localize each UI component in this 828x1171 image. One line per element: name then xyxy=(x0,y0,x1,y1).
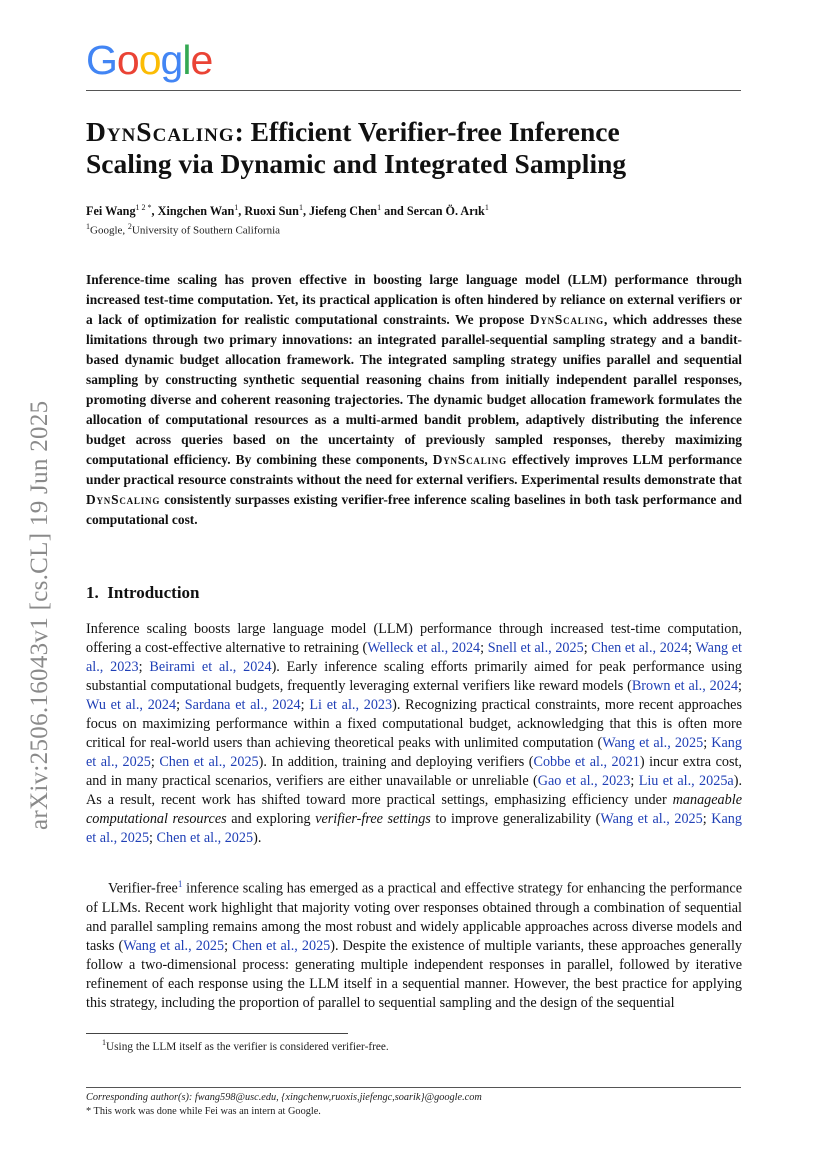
logo-letter-o2: o xyxy=(138,37,161,83)
citation-link[interactable]: Kang et al., 2025 xyxy=(86,735,742,770)
body-text: Verifier-free xyxy=(108,880,178,897)
method-name: DynScaling xyxy=(529,312,604,327)
affil-sup: 2 xyxy=(127,222,132,231)
separator: ; xyxy=(738,678,742,694)
affil-text: Google, xyxy=(90,224,128,237)
title-method-name: DynScaling xyxy=(86,116,235,147)
body-text: Inference scaling boosts large language model (LLM) performance through increased test-time computation, offering a cost-effective alternative to retraining ( xyxy=(86,621,742,656)
body-text: ). As a result, recent work has shifted toward more practical settings, emphasizing efficiency under xyxy=(86,773,742,808)
separator: ; xyxy=(630,773,639,789)
separator: ; xyxy=(702,811,712,827)
author-name: , Xingchen Wan xyxy=(151,204,235,219)
body-text: to improve generalizability ( xyxy=(430,811,601,827)
citation-link[interactable]: Snell et al., 2025 xyxy=(487,640,584,656)
affil-sup: 1 xyxy=(86,222,90,231)
title-line2: Scaling via Dynamic and Integrated Sampling xyxy=(86,148,627,179)
citation-link[interactable]: Beirami et al., 2024 xyxy=(149,659,272,675)
emphasis: verifier-free settings xyxy=(315,811,431,827)
author-name: , Jiefeng Chen xyxy=(302,204,378,219)
body-text: ). xyxy=(253,830,262,846)
footnote xyxy=(102,1038,389,1053)
body-text: ). Early inference scaling efforts primarily aimed for peak performance using substantial computational budgets, frequently leveraging external verifiers like reward models ( xyxy=(86,659,742,694)
abstract-text: consistently surpasses existing verifier-free inference scaling baselines in both task performance and computational cost. xyxy=(86,492,742,527)
separator: ; xyxy=(688,640,696,656)
method-name: DynScaling xyxy=(86,492,161,507)
abstract-text: Inference-time scaling has proven effective in boosting large language model (LLM) performance through increased test-time computation. Yet, its practical application is often hindered by reliance on external verifiers or a lack of optimization for realistic computational constraints. We propose xyxy=(86,272,742,327)
method-name: DynScaling xyxy=(432,452,507,467)
footnote-number: 1 xyxy=(102,1038,106,1047)
separator: ; xyxy=(583,640,592,656)
author-sup: 1 xyxy=(377,203,382,212)
paper-title xyxy=(86,116,746,180)
citation-link[interactable]: Chen et al., 2025 xyxy=(156,830,254,846)
corr-emails: {xingchenw,ruoxis,jiefengc,soarik}@google.com xyxy=(281,1092,482,1103)
section-number: 1. xyxy=(86,583,99,602)
citation-link[interactable]: Wang et al., 2025 xyxy=(123,937,225,954)
author-sup: 1 2 * xyxy=(135,203,152,212)
separator: ; xyxy=(138,659,150,675)
logo-letter-e: e xyxy=(190,37,213,83)
abstract-text: , which addresses these limitations through two primary innovations: an integrated parallel-sequential sampling strategy and a bandit-based dynamic budget allocation framework. The integrated sampling strategy unifies parallel and sequential sampling by constructing synthetic sequential reasoning chains from initially independent parallel responses, promoting diverse and coherent reasoning trajectories. The dynamic budget allocation framework formulates the allocation of computational resources as a multi-armed bandit problem, adaptively distributing the inference budget across queries based on the uncertainty of previously sampled responses, thereby maximizing computational efficiency. By combining these components, xyxy=(86,312,742,467)
logo-letter-g1: G xyxy=(86,37,117,83)
citation-link[interactable]: Kang et al., 2025 xyxy=(86,811,742,846)
intro-paragraph-2 xyxy=(86,875,742,1013)
section-title: Introduction xyxy=(107,583,200,602)
footnote-text: Using the LLM itself as the verifier is considered verifier-free. xyxy=(106,1040,389,1053)
author-list xyxy=(86,203,489,219)
body-text: ) incur extra cost, and in many practical scenarios, verifiers are either unavailable or unreliable ( xyxy=(86,754,742,789)
separator: ; xyxy=(703,735,712,751)
citation-link[interactable]: Chen et al., 2024 xyxy=(591,640,689,656)
author-sup: 1 xyxy=(484,203,489,212)
intro-paragraph-1 xyxy=(86,620,742,848)
citation-link[interactable]: Cobbe et al., 2021 xyxy=(533,754,640,770)
citation-link[interactable]: Chen et al., 2025 xyxy=(232,937,331,954)
corresponding-authors xyxy=(86,1092,482,1103)
logo-letter-o1: o xyxy=(116,37,139,83)
separator: ; xyxy=(224,937,233,954)
citation-link[interactable]: Wang et al., 2023 xyxy=(86,640,742,675)
footer-rule xyxy=(86,1087,741,1088)
citation-link[interactable]: Brown et al., 2024 xyxy=(631,678,739,694)
abstract-text: effectively improves LLM performance under practical resource constraints without the need for external verifiers. Experimental results demonstrate that xyxy=(86,452,742,487)
citation-link[interactable]: Liu et al., 2025a xyxy=(638,773,734,789)
google-logo xyxy=(86,37,213,83)
author-sup: 1 xyxy=(298,203,303,212)
citation-link[interactable]: Wu et al., 2024 xyxy=(86,697,177,713)
affil-text: University of Southern California xyxy=(131,224,281,237)
body-text: inference scaling has emerged as a practical and effective strategy for enhancing the performance of LLMs. Recent work highlight that majority voting over responses obtained through a combination of sequential and parallel sampling remains among the most robust and widely applicable approaches across diverse models and tasks ( xyxy=(86,880,742,954)
arxiv-stamp: arXiv:2506.16043v1 [cs.CL] 19 Jun 2025 xyxy=(26,400,53,830)
citation-link[interactable]: Welleck et al., 2024 xyxy=(367,640,481,656)
footnote-rule xyxy=(86,1033,348,1034)
citation-link[interactable]: Gao et al., 2023 xyxy=(537,773,631,789)
author-sup: 1 xyxy=(234,203,239,212)
author-name: Fei Wang xyxy=(86,204,136,219)
citation-link[interactable]: Wang et al., 2025 xyxy=(600,811,703,827)
logo-letter-l: l xyxy=(182,37,191,83)
separator: ; xyxy=(150,754,160,770)
affiliations xyxy=(86,222,280,237)
separator: ; xyxy=(176,697,185,713)
emphasis: manageable computational resources xyxy=(86,792,742,827)
body-text: ). In addition, training and deploying verifiers ( xyxy=(258,754,534,770)
title-line1-rest: : Efficient Verifier-free Inference xyxy=(234,116,620,147)
corr-label: Corresponding author(s): fwang598@usc.edu, xyxy=(86,1092,282,1103)
footnote-marker[interactable]: 1 xyxy=(177,879,183,889)
separator: ; xyxy=(149,830,157,846)
author-name: , Ruoxi Sun xyxy=(238,204,299,219)
citation-link[interactable]: Chen et al., 2025 xyxy=(159,754,259,770)
separator: ; xyxy=(480,640,488,656)
logo-letter-g2: g xyxy=(160,37,183,83)
citation-link[interactable]: Sardana et al., 2024 xyxy=(184,697,301,713)
header-rule xyxy=(86,90,741,91)
abstract xyxy=(86,270,742,530)
intern-note: * This work was done while Fei was an intern at Google. xyxy=(86,1106,321,1117)
citation-link[interactable]: Li et al., 2023 xyxy=(309,697,393,713)
citation-link[interactable]: Wang et al., 2025 xyxy=(602,735,704,751)
body-text: ). Despite the existence of multiple variants, these approaches generally follow a two-dimensional process: generating multiple independent responses in parallel, followed by iterative refinement of each response using the LLM itself in a sequential manner. However, the best practice for applying this strategy, including the proportion of parallel to sequential sampling and the design of the sequential xyxy=(86,937,743,1011)
separator: ; xyxy=(300,697,310,713)
section-heading xyxy=(86,583,200,603)
author-name: and Sercan Ö. Arık xyxy=(381,204,485,219)
body-text: ). Recognizing practical constraints, more recent approaches focus on maximizing performance within a fixed computational budget, acknowledging that this is often more critical for real-world users than achieving theoretical peaks with unlimited computation ( xyxy=(86,697,742,751)
body-text: and exploring xyxy=(226,811,316,827)
